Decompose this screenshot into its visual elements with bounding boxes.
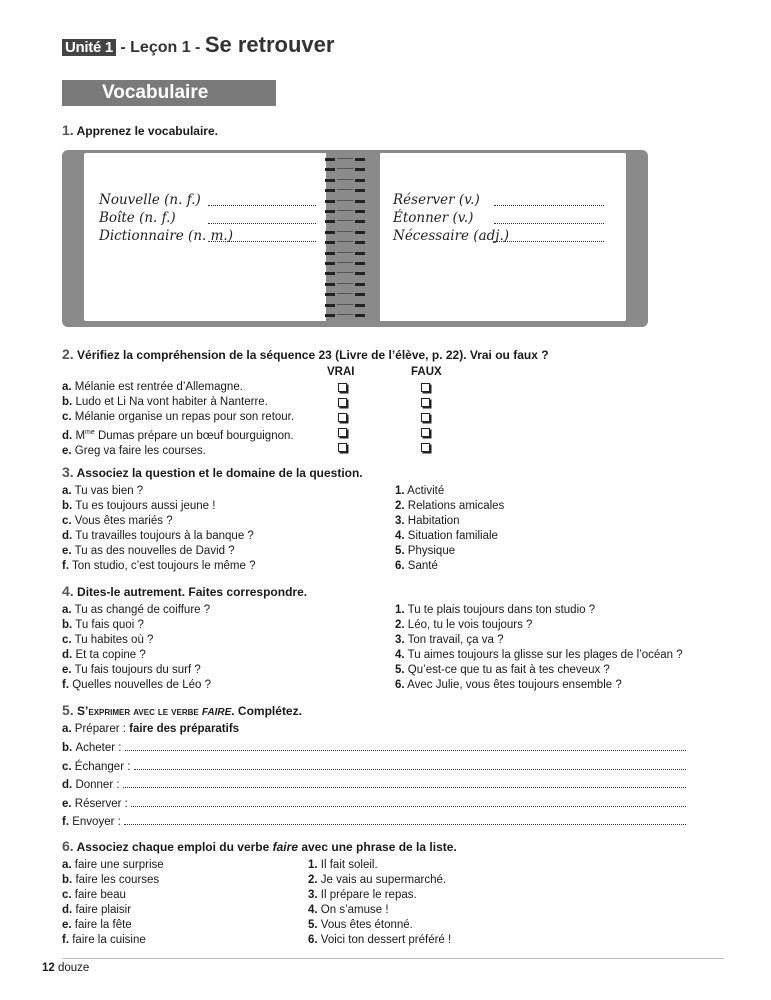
item-number: 3. <box>395 515 405 527</box>
q6-number: 6. <box>62 838 74 854</box>
list-item <box>62 648 211 663</box>
q5-exercises <box>62 741 686 830</box>
list-item <box>62 484 255 499</box>
q6-title-a: Associez chaque emploi du verbe <box>76 840 273 854</box>
vocab-word: Dictionnaire (n. m.) <box>99 228 233 244</box>
list-item <box>62 499 255 514</box>
item-text: faire une surprise <box>74 859 164 871</box>
q4-number: 4. <box>62 583 74 599</box>
checkbox-faux[interactable] <box>421 413 430 422</box>
statement-text: Mélanie organise un repas pour son retour. <box>74 411 295 423</box>
list-item <box>395 544 504 559</box>
item-text: Vous êtes mariés ? <box>74 515 173 527</box>
item-number: 4. <box>395 530 405 542</box>
checkbox-vrai[interactable] <box>338 383 347 392</box>
fill-row <box>62 760 686 775</box>
spiral-ring <box>325 231 365 234</box>
item-letter: c. <box>62 889 72 901</box>
list-item <box>308 888 451 903</box>
list-item <box>62 559 255 574</box>
vocab-word: Réserver (v.) <box>393 192 480 208</box>
spiral-ring <box>325 210 365 213</box>
fill-row <box>62 741 686 756</box>
item-text: Relations amicales <box>407 500 505 512</box>
checkbox-vrai[interactable] <box>338 413 347 422</box>
list-item <box>308 858 451 873</box>
item-text: Tu fais quoi ? <box>75 619 144 631</box>
item-letter: e. <box>62 444 72 457</box>
fill-line[interactable] <box>131 797 686 807</box>
statement-text: Mélanie est rentrée d’Allemagne. <box>74 381 243 393</box>
page-number-word: douze <box>58 962 90 974</box>
statement <box>62 425 294 444</box>
q5-title <box>62 702 302 718</box>
checkbox-faux[interactable] <box>421 398 430 407</box>
list-item <box>308 873 451 888</box>
q1-title <box>62 122 218 138</box>
item-letter: f. <box>62 560 70 572</box>
item-text: Vous êtes étonné. <box>320 919 413 931</box>
item-letter: a. <box>62 859 72 871</box>
list-item <box>62 933 164 948</box>
item-letter: c. <box>62 411 72 423</box>
list-item <box>395 559 504 574</box>
spiral-ring <box>325 252 365 255</box>
item-text: Situation familiale <box>407 530 498 542</box>
q6-title-b: avec une phrase de la liste. <box>298 840 457 854</box>
item-letter: c. <box>62 760 72 773</box>
item-number: 2. <box>395 500 405 512</box>
q5-number: 5. <box>62 702 74 718</box>
statement <box>62 410 294 425</box>
list-item <box>62 603 211 618</box>
spiral-ring <box>325 220 365 223</box>
checkbox-vrai[interactable] <box>338 443 347 452</box>
statement-text: Greg va faire les courses. <box>74 444 206 457</box>
spiral-ring <box>325 241 365 244</box>
section-title: Vocabulaire <box>102 82 209 103</box>
item-text: Quelles nouvelles de Léo ? <box>72 679 211 691</box>
item-number: 5. <box>395 545 405 557</box>
item-text: faire plaisir <box>75 904 132 916</box>
q3-title <box>62 464 363 480</box>
item-text: Tu as changé de coiffure ? <box>74 604 211 616</box>
page-number <box>42 962 89 974</box>
item-text: Ton travail, ça va ? <box>407 634 504 646</box>
q1-number: 1. <box>62 122 74 138</box>
item-text: Qu’est-ce que tu as fait à tes cheveux ? <box>407 664 610 676</box>
item-number: 5. <box>308 919 318 931</box>
item-letter: c. <box>62 515 72 527</box>
checkbox-faux[interactable] <box>421 428 430 437</box>
item-text: Habitation <box>407 515 460 527</box>
list-item <box>62 903 164 918</box>
item-text: Tu aimes toujours la glisse sur les plages de l’océan ? <box>407 649 683 661</box>
answer-line[interactable] <box>208 204 316 206</box>
item-number: 1. <box>395 485 405 497</box>
item-text: Avec Julie, vous êtes toujours ensemble ? <box>407 679 622 691</box>
q2-statements <box>62 380 294 459</box>
item-letter: b. <box>62 874 73 886</box>
item-number: 4. <box>308 904 318 916</box>
list-item <box>395 529 504 544</box>
list-item <box>62 873 164 888</box>
q4-title <box>62 583 307 599</box>
item-text: faire beau <box>74 889 126 901</box>
item-text: faire les courses <box>75 874 160 886</box>
list-item <box>308 933 451 948</box>
item-text: faire la fête <box>74 919 132 931</box>
item-number: 6. <box>395 560 405 572</box>
q6-sentences <box>308 858 451 948</box>
unit-label: Unité 1 <box>62 39 116 56</box>
checkbox-vrai[interactable] <box>338 428 347 437</box>
section-banner <box>62 80 276 106</box>
statement <box>62 395 294 410</box>
item-number: 1. <box>395 604 405 616</box>
fill-line[interactable] <box>124 815 686 825</box>
statement-text: Dumas prépare un bœuf bourguignon. <box>97 429 294 442</box>
q5-title-a: S’ <box>77 704 89 718</box>
vocab-word: Nécessaire (adj.) <box>393 228 510 244</box>
title-prefix: M <box>75 429 86 442</box>
q3-instruction: Associez la question et le domaine de la question. <box>76 466 363 480</box>
list-item <box>62 663 211 678</box>
item-letter: a. <box>62 723 72 735</box>
fill-label: Échanger : <box>74 760 131 773</box>
item-letter: f. <box>62 934 70 946</box>
item-letter: e. <box>62 919 72 931</box>
lesson-label: - Leçon 1 - <box>115 39 205 56</box>
spiral-ring <box>325 168 365 171</box>
col-faux: FAUX <box>411 366 442 378</box>
q6-title <box>62 838 457 854</box>
item-text: Santé <box>407 560 438 572</box>
spiral-ring <box>325 200 365 203</box>
col-vrai: VRAI <box>327 366 355 378</box>
answer-line[interactable] <box>494 240 604 242</box>
list-item <box>395 618 683 633</box>
list-item <box>62 529 255 544</box>
item-text: Tu travailles toujours à la banque ? <box>75 530 254 542</box>
item-letter: f. <box>62 679 70 691</box>
item-number: 3. <box>308 889 318 901</box>
lesson-title: Se retrouver <box>204 32 335 57</box>
spiral-ring <box>325 179 365 182</box>
item-number: 6. <box>395 679 405 691</box>
item-letter: c. <box>62 634 72 646</box>
item-text: Léo, tu le vois toujours ? <box>407 619 533 631</box>
fill-row <box>62 778 686 793</box>
q2-number: 2. <box>62 346 74 362</box>
q4-instruction: Dites-le autrement. Faites correspondre. <box>77 585 308 599</box>
item-text: Ton studio, c’est toujours le même ? <box>72 560 256 572</box>
list-item <box>395 603 683 618</box>
item-number: 1. <box>308 859 318 871</box>
fill-line[interactable] <box>134 760 686 770</box>
item-number: 3. <box>395 634 405 646</box>
statement <box>62 380 294 395</box>
item-text: Tu habites où ? <box>74 634 154 646</box>
list-item <box>62 678 211 693</box>
q5-title-smallcaps: exprimer avec le verbe <box>88 706 202 718</box>
spiral-ring <box>325 314 365 317</box>
example-label: Préparer : <box>74 723 130 735</box>
list-item <box>395 514 504 529</box>
vocab-word: Nouvelle (n. f.) <box>99 192 201 208</box>
q3-number: 3. <box>62 464 74 480</box>
item-text: Voici ton dessert préféré ! <box>320 934 452 946</box>
item-letter: b. <box>62 619 73 631</box>
item-number: 5. <box>395 664 405 676</box>
list-item <box>62 544 255 559</box>
fill-label: Acheter : <box>75 742 122 754</box>
q4-questions <box>62 603 211 693</box>
q6-title-italic: faire <box>272 840 298 854</box>
list-item <box>395 663 683 678</box>
spiral-ring <box>325 293 365 296</box>
spiral-ring <box>325 283 365 286</box>
vocab-word: Boîte (n. f.) <box>99 210 176 226</box>
q2-instruction: Vérifiez la compréhension de la séquence 23 (Livre de l’élève, p. 22). Vrai ou faux ? <box>77 348 549 362</box>
answer-line[interactable] <box>494 222 604 224</box>
spiral-ring <box>325 158 365 161</box>
q2-title <box>62 346 549 362</box>
list-item <box>395 484 504 499</box>
spiral-ring <box>325 272 365 275</box>
list-item <box>62 888 164 903</box>
item-number: 2. <box>308 874 318 886</box>
example-answer: faire des préparatifs <box>129 723 240 735</box>
item-text: Physique <box>407 545 456 557</box>
spiral-ring <box>325 304 365 307</box>
list-item <box>395 633 683 648</box>
list-item <box>308 918 451 933</box>
fill-line[interactable] <box>123 778 686 788</box>
item-letter: a. <box>62 485 72 497</box>
statement-text: Ludo et Li Na vont habiter à Nanterre. <box>75 396 268 408</box>
item-letter: d. <box>62 649 73 661</box>
item-text: Activité <box>407 485 445 497</box>
answer-line[interactable] <box>208 240 316 242</box>
list-item <box>308 903 451 918</box>
list-item <box>62 918 164 933</box>
item-letter: b. <box>62 742 73 754</box>
fill-row <box>62 797 686 812</box>
q1-instruction: Apprenez le vocabulaire. <box>76 124 218 138</box>
vocab-word: Étonner (v.) <box>393 210 474 226</box>
item-letter: d. <box>62 779 73 791</box>
q3-domains <box>395 484 504 574</box>
item-text: Tu vas bien ? <box>74 485 144 497</box>
item-letter: f. <box>62 816 70 828</box>
item-letter: d. <box>62 530 73 542</box>
q3-questions <box>62 484 255 574</box>
page-number-digits: 12 <box>42 962 55 974</box>
q5-title-italic: FAIRE <box>201 707 232 718</box>
fill-label: Donner : <box>75 779 120 791</box>
item-letter: b. <box>62 500 73 512</box>
checkbox-faux[interactable] <box>421 383 430 392</box>
spiral-ring <box>325 262 365 265</box>
q5-title-b: . Complétez. <box>231 704 302 718</box>
list-item <box>62 618 211 633</box>
list-item <box>395 499 504 514</box>
item-text: Il prépare le repas. <box>320 889 417 901</box>
item-text: Il fait soleil. <box>320 859 378 871</box>
list-item <box>395 648 683 663</box>
item-text: faire la cuisine <box>72 934 146 946</box>
item-letter: b. <box>62 396 73 408</box>
footer-divider <box>62 958 724 959</box>
item-letter: e. <box>62 545 72 557</box>
fill-row <box>62 815 686 830</box>
item-letter: a. <box>62 604 72 616</box>
item-text: On s’amuse ! <box>320 904 389 916</box>
item-letter: d. <box>62 429 73 442</box>
page-header <box>62 32 334 58</box>
checkbox-faux[interactable] <box>421 443 430 452</box>
item-text: Tu as des nouvelles de David ? <box>74 545 235 557</box>
spiral-ring <box>325 189 365 192</box>
fill-label: Réserver : <box>74 797 128 810</box>
title-superscript: me <box>85 429 95 436</box>
q6-verbs <box>62 858 164 948</box>
item-text: Et ta copine ? <box>75 649 146 661</box>
list-item <box>62 514 255 529</box>
item-text: Tu es toujours aussi jeune ! <box>75 500 216 512</box>
answer-line[interactable] <box>208 222 316 224</box>
fill-label: Envoyer : <box>72 816 121 828</box>
fill-line[interactable] <box>125 741 686 751</box>
item-text: Tu fais toujours du surf ? <box>74 664 201 676</box>
item-letter: d. <box>62 904 73 916</box>
item-number: 2. <box>395 619 405 631</box>
q4-answers <box>395 603 683 693</box>
list-item <box>62 633 211 648</box>
item-text: Tu te plais toujours dans ton studio ? <box>407 604 596 616</box>
item-number: 6. <box>308 934 318 946</box>
list-item <box>62 858 164 873</box>
item-letter: a. <box>62 381 72 393</box>
answer-line[interactable] <box>494 204 604 206</box>
item-letter: e. <box>62 664 72 676</box>
q5-example <box>62 722 239 737</box>
item-text: Je vais au supermarché. <box>320 874 447 886</box>
item-number: 4. <box>395 649 405 661</box>
statement <box>62 444 294 459</box>
list-item <box>395 678 683 693</box>
item-letter: e. <box>62 797 72 810</box>
checkbox-vrai[interactable] <box>338 398 347 407</box>
